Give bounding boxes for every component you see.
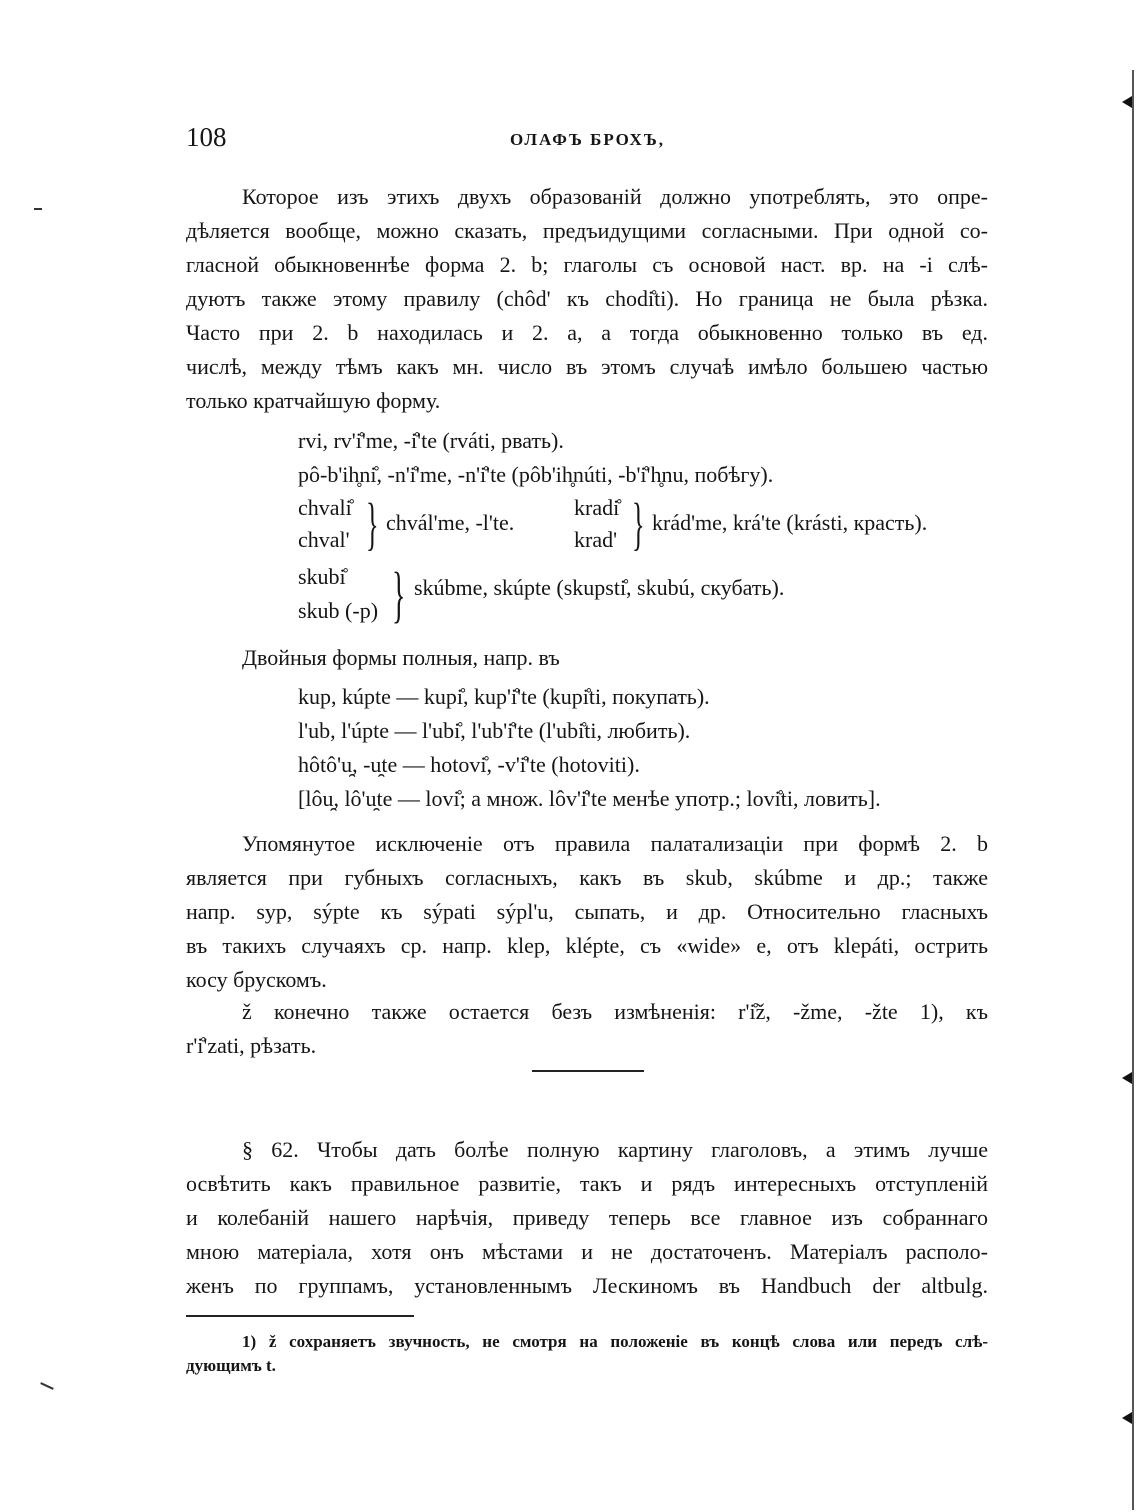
text-line: гласной обыкновеннѣе форма 2. b; глаголы съ основой наст. вр. на -i слѣ-: [186, 252, 988, 277]
text-line: Которое изъ этихъ двухъ образованій должно употреблять, это опре-: [242, 184, 988, 209]
text-line: и колебаній нашего нарѣчія, приведу теперь все главное изъ собраннаго: [186, 1205, 988, 1230]
form-bottom: chval': [298, 527, 350, 552]
form-bottom: krad': [574, 527, 618, 552]
edge-arrow-icon: [1122, 1072, 1132, 1084]
paragraph-4: [186, 1133, 988, 1303]
form-top: kradi̊: [574, 495, 620, 520]
text-line: § 62. Чтобы дать болѣе полную картину глаголовъ, а этимъ лучше: [242, 1137, 988, 1162]
text-line: r'i̊'zati, рѣзать.: [186, 1033, 317, 1058]
text-line: Упомянутое исключеніе отъ правила палатализаціи при формѣ 2. b: [242, 831, 988, 856]
text-line: дѣляется вообще, можно сказать, предъидущими согласными. При одной со-: [186, 218, 988, 243]
form-line: l'ub, l'úpte — l'ubi̊, l'ub'i̊'te (l'ubi̊ti, любить).: [298, 718, 691, 743]
text-line: косу брускомъ.: [186, 967, 327, 992]
page-number: 108: [186, 122, 227, 152]
text-line: женъ по группамъ, установленнымъ Лескиномъ въ Handbuch der altbulg.: [186, 1273, 988, 1298]
form-result: chvál'me, -l'te.: [386, 510, 515, 535]
text-line: освѣтить какъ правильное развитіе, такъ и рядъ интересныхъ отступленій: [186, 1171, 988, 1196]
page-edge-line: [1132, 70, 1134, 1510]
section-divider: [532, 1070, 644, 1072]
paragraph-3: [186, 995, 988, 1063]
double-forms-list: [298, 680, 881, 816]
edge-arrow-icon: [1122, 1412, 1132, 1424]
stacked-forms: [574, 492, 619, 556]
form-top: skubi̊: [298, 564, 346, 589]
double-forms-heading: Двойныя формы полныя, напр. въ: [242, 645, 560, 670]
text-line: ž конечно также остается безъ измѣненія: r'i̊ž, -žme, -žte 1), къ: [242, 999, 988, 1024]
footnote-line: 1) ž сохраняетъ звучность, не смотря на положеніе въ концѣ слова или передъ слѣ-: [242, 1332, 988, 1351]
edge-arrow-icon: [1122, 96, 1132, 108]
text-line: Часто при 2. b находилась и 2. a, а тогда обыкновенно только въ ед.: [186, 320, 988, 345]
footnote-rule: [186, 1315, 414, 1317]
form-line: rvi, rv'i̊'me, -i̊'te (rváti, рвать).: [298, 428, 564, 453]
form-line: hôtô'u̯, -u̯te — hotovi̊, -v'i̊'te (hotoviti).: [298, 752, 640, 777]
margin-dash: [34, 208, 42, 210]
verb-forms-list: [298, 424, 773, 492]
form-line: kup, kúpte — kupi̊, kup'i̊'te (kupi̊ti, покупать).: [298, 684, 710, 709]
form-top: chvali̊: [298, 495, 352, 520]
text-line: является при губныхъ согласныхъ, какъ въ skub, skúbme и др.; также: [186, 865, 988, 890]
form-result: krád'me, krá'te (krásti, красть).: [652, 510, 928, 535]
stacked-forms: [298, 492, 352, 556]
text-line: числѣ, между тѣмъ какъ мн. число въ этомъ случаѣ имѣло большею частью: [186, 354, 988, 379]
footnote-line: дующимъ t.: [186, 1356, 276, 1375]
form-line: pô-b'ih̥ni̊, -n'i̊'me, -n'i̊'te (pôb'ih̥núti, -b'i̊'h̥nu, побѣгу).: [298, 462, 774, 487]
text-line: въ такихъ случаяхъ ср. напр. klep, klépte, съ «wide» e, отъ klepáti, острить: [186, 933, 988, 958]
text-line: дуютъ также этому правилу (chôd' къ chodi̊ti). Но граница не была рѣзка.: [186, 286, 988, 311]
paragraph-1: [186, 180, 988, 418]
footnote: [186, 1330, 988, 1378]
right-brace-icon: }: [366, 491, 379, 556]
right-brace-icon: }: [392, 561, 406, 629]
margin-dash: [40, 1382, 54, 1390]
form-result: skúbme, skúpte (skupsti̊, skubú, скубать).: [414, 575, 785, 600]
form-line: [lôu̯, lô'u̯te — lovi̊; а множ. lôv'i̊'te менѣе употр.; lovi̊ti, ловить].: [298, 786, 881, 811]
running-head: ОЛАФЪ БРОХЪ,: [510, 130, 666, 149]
stacked-forms: [298, 560, 378, 628]
right-brace-icon: }: [632, 491, 645, 556]
text-line: мною матеріала, хотя онъ мѣстами и не достаточенъ. Матеріалъ располо-: [186, 1239, 988, 1264]
form-bottom: skub (-p): [298, 598, 379, 623]
text-line: напр. syp, sýpte къ sýpati sýpl'u, сыпать, и др. Относительно гласныхъ: [186, 899, 988, 924]
text-line: только кратчайшую форму.: [186, 388, 441, 413]
paragraph-2: [186, 827, 988, 997]
